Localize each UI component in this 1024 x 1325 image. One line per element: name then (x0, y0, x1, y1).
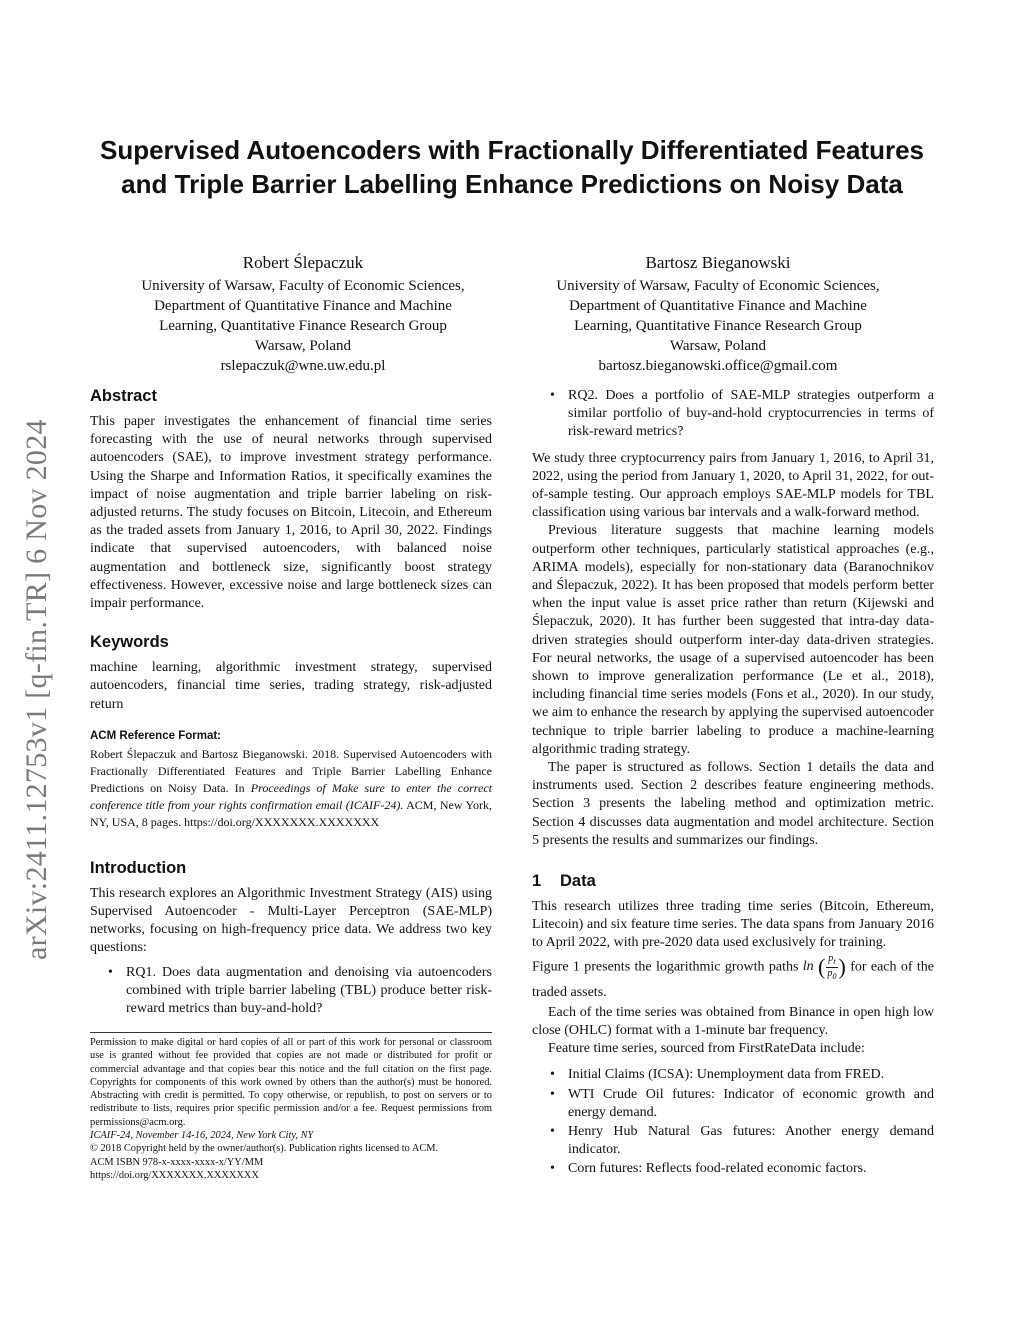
author-affiliation: Learning, Quantitative Finance Research Group (574, 318, 862, 334)
abstract-text: This paper investigates the enhancement of financial time series forecasting with the use of neural networks through supervised autoencoders (SAE), to improve investment strategy performance. Using the Sharpe and Information Ratios, it specifically examines the impact of noise augmentation and triple barrier labeling on risk-adjusted returns. The study focuses on Bitcoin, Litecoin, and Ethereum as the traded assets from January 1, 2016, to April 30, 2022. Findings indicate that supervised autoencoders, with balanced noise augmentation and bottleneck size, significantly boost strategy effectiveness. However, excessive noise and large bottleneck sizes can impair performance. (90, 414, 492, 612)
copyright-footnote (90, 1032, 492, 1182)
data-paragraph-1: This research utilizes three trading time series (Bitcoin, Ethereum, Litecoin) and six feature time series. The data spans from January 2016 to April 2022, with pre-2020 data used exclusively for training. (532, 899, 934, 951)
author-location: Warsaw, Poland (669, 338, 767, 354)
data-paragraph-2: Figure 1 presents the logarithmic growth paths ln ( $\frac{p_t}{p_0}$ ) for each of the traded assets. (532, 952, 934, 1000)
feature-series-list (532, 1066, 934, 1178)
list-item: • RQ2. Does a portfolio of SAE-MLP strategies outperform a similar portfolio of buy-and-hold cryptocurrencies in terms of risk-reward metrics? (532, 387, 934, 442)
left-column (90, 385, 492, 1024)
log-growth-formula: ln ( $\frac{p_t}{p_0}$ ) (802, 952, 846, 981)
list-item: • WTI Crude Oil futures: Indicator of economic growth and energy demand. (532, 1086, 934, 1122)
author-block-2 (508, 252, 928, 376)
conference-info: ICAIF-24, November 14-16, 2024, New York City, NY (90, 1130, 314, 1142)
author-name: Bartosz Bieganowski (645, 253, 791, 272)
copyright-line: © 2018 Copyright held by the owner/author(s). Publication rights licensed to ACM. (90, 1143, 439, 1155)
data-paragraph-4: Feature time series, sourced from FirstRateData include: (548, 1041, 865, 1057)
author-affiliation: Department of Quantitative Finance and Machine (154, 298, 452, 314)
permission-notice: Permission to make digital or hard copies of all or part of this work for personal or classroom use is granted without fee provided that copies are not made or distributed for profit or commercial advantage and that copies bear this notice and the full citation on the first page. Copyrights for components of this work owned by others than the author(s) must be honored. Abstracting with credit is permitted. To copy otherwise, or republish, to post on servers or to redistribute to lists, requires prior specific permission and/or a fee. Request permissions from permissions@acm.org. (90, 1037, 492, 1128)
author-email[interactable]: rslepaczuk@wne.uw.edu.pl (220, 358, 386, 374)
keywords-text: machine learning, algorithmic investment strategy, supervised autoencoders, financial time series, trading strategy, risk-adjusted return (90, 660, 492, 712)
structure-paragraph: The paper is structured as follows. Section 1 details the data and instruments used. Section 2 describes feature engineering methods. Section 3 presents the labeling method and optimization metric. Section 4 discusses data augmentation and model architecture. Section 5 presents the results and summarizes our findings. (532, 760, 934, 848)
introduction-heading: Introduction (90, 858, 187, 877)
research-questions-list (90, 964, 492, 1019)
arxiv-identifier-stamp: arXiv:2411.12753v1 [q-fin.TR] 6 Nov 2024 (20, 419, 53, 960)
section-number: 1 (532, 872, 542, 891)
keywords-heading: Keywords (90, 633, 169, 652)
author-affiliation: University of Warsaw, Faculty of Economic Sciences, (141, 278, 465, 294)
data-paragraph-3: Each of the time series was obtained from Binance in open high low close (OHLC) format with a 1-minute bar frequency. (532, 1004, 934, 1038)
author-affiliation: Learning, Quantitative Finance Research Group (159, 318, 447, 334)
research-questions-list-cont (532, 387, 934, 442)
author-location: Warsaw, Poland (254, 338, 352, 354)
introduction-text: This research explores an Algorithmic Investment Strategy (AIS) using Supervised Autoencoder - Multi-Layer Perceptron (SAE-MLP) networks, focusing on high-frequency price data. We address two key questions: (90, 885, 492, 956)
author-email[interactable]: bartosz.bieganowski.office@gmail.com (598, 358, 838, 374)
acm-reference-text: Robert Ślepaczuk and Bartosz Bieganowski. 2018. Supervised Autoencoders with Fractionally Differentiated Features and Triple Barrier Labelling Enhance Predictions on Noisy Data. In Proceedings of Make sure to enter the correct conference title from your rights confirmation email (ICAIF-24). ACM, New York, NY, USA, 8 pages. https://doi.org/XXXXXXX.XXXXXXX (90, 746, 492, 829)
footnote-divider (90, 1032, 492, 1033)
doi-line[interactable]: https://doi.org/XXXXXXX.XXXXXXX (90, 1169, 259, 1181)
data-section-heading: 1 Data (532, 872, 596, 891)
list-item: • Initial Claims (ICSA): Unemployment data from FRED. (532, 1066, 934, 1084)
paper-title: Supervised Autoencoders with Fractionally Differentiated Features and Triple Barrier Labelling Enhance Predictions on Noisy Data (99, 135, 924, 199)
abstract-heading: Abstract (90, 387, 157, 405)
right-column (532, 385, 934, 1185)
list-item: • RQ1. Does data augmentation and denoising via autoencoders combined with triple barrier labeling (TBL) produce better risk-reward metrics than buy-and-hold? (90, 964, 492, 1019)
author-affiliation: Department of Quantitative Finance and Machine (569, 298, 867, 314)
literature-paragraph: Previous literature suggests that machine learning models outperform other techniques, particularly statistical approaches (e.g., ARIMA models), especially for non-stationary data (Baranochnikov and Ślepaczuk, 2022). It has been proposed that models perform better when the input value is asset price rather than return (Kijewski and Ślepaczuk, 2020). It has further been suggested that intra-day data-driven strategies should outperform inter-day data-driven strategies. For neural networks, the usage of a supervised autoencoder has been shown to improve generalization performance (Le et al., 2018), including financial time series models (Fons et al., 2020). In our study, we aim to enhance the research by applying the supervised autoencoder technique to triple barrier labeling to produce a machine-learning algorithmic trading strategy. (532, 523, 934, 757)
acm-reference-heading: ACM Reference Format: (90, 729, 221, 742)
isbn-line: ACM ISBN 978-x-xxxx-xxxx-x/YY/MM (90, 1156, 264, 1168)
author-name: Robert Ślepaczuk (242, 253, 364, 272)
author-block-1 (93, 252, 513, 376)
study-paragraph: We study three cryptocurrency pairs from January 1, 2016, to April 31, 2022, using the period from January 1, 2020, to April 31, 2022, for out-of-sample testing. Our approach employs SAE-MLP models for TBL classification using various bar intervals and a walk-forward method. (532, 450, 934, 521)
author-affiliation: University of Warsaw, Faculty of Economic Sciences, (556, 278, 880, 294)
list-item: • Corn futures: Reflects food-related economic factors. (532, 1160, 934, 1178)
list-item: • Henry Hub Natural Gas futures: Another energy demand indicator. (532, 1123, 934, 1159)
